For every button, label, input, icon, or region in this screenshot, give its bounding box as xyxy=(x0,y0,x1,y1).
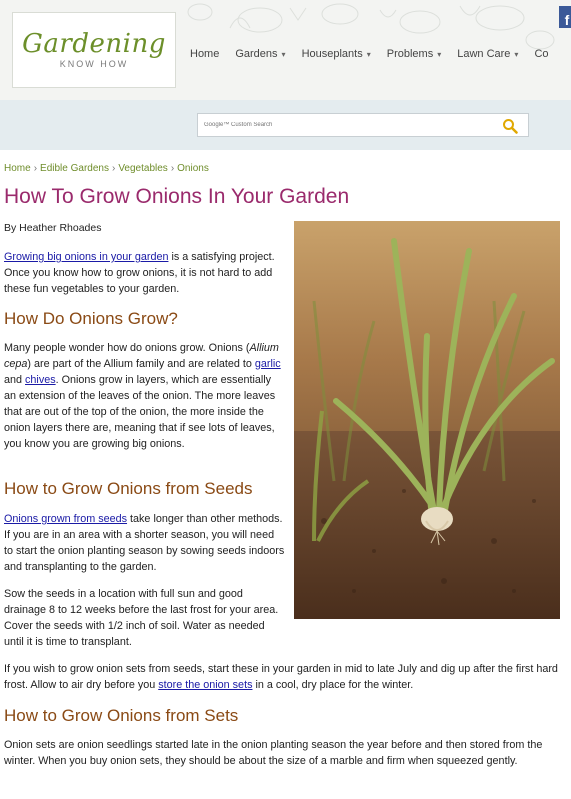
botanical-name: Allium cepa xyxy=(4,342,279,370)
search-band xyxy=(0,100,571,150)
caret-down-icon: ▾ xyxy=(514,49,519,59)
link-growing-big-onions[interactable]: Growing big onions in your garden xyxy=(4,251,169,263)
nav-co[interactable] xyxy=(534,48,548,60)
link-garlic[interactable]: garlic xyxy=(254,358,281,370)
sets-from-seeds-text-1: If you wish to grow onion sets from seeds, start these in your garden in mid to late July and dig up after the first hard frost. Allow to air dry before you xyxy=(4,663,558,691)
nav-gardens[interactable] xyxy=(235,48,285,60)
sow-paragraph: Sow the seeds in a location with full sun and good drainage 8 to 12 weeks before the last frost for your area. Cover the seeds with 1/2 inch of soil. Water as needed until it is time to transplant. xyxy=(4,588,279,648)
nav-home-label: Home xyxy=(190,48,220,60)
author-byline: By Heather Rhoades xyxy=(4,222,102,234)
breadcrumb-home[interactable]: Home xyxy=(4,163,31,174)
facebook-icon[interactable]: f xyxy=(559,6,571,28)
search-box xyxy=(197,113,529,137)
how-text-1: Many people wonder how do onions grow. Onions ( xyxy=(4,342,250,354)
caret-down-icon: ▾ xyxy=(366,49,371,59)
nav-lawn-care[interactable] xyxy=(457,48,518,60)
page-title: How To Grow Onions In Your Garden xyxy=(4,185,350,208)
link-onions-grown-from-seeds[interactable]: Onions grown from seeds xyxy=(4,513,128,525)
nav-problems-label: Problems xyxy=(386,48,434,60)
main-nav xyxy=(190,48,565,60)
nav-gardens-label: Gardens xyxy=(235,48,278,60)
breadcrumb-onions[interactable]: Onions xyxy=(177,163,209,174)
search-icon[interactable] xyxy=(502,118,518,134)
search-input[interactable] xyxy=(204,122,494,128)
breadcrumb-separator: › xyxy=(170,163,175,174)
link-store-onion-sets[interactable]: store the onion sets xyxy=(158,679,253,691)
breadcrumb-vegetables[interactable]: Vegetables xyxy=(118,163,168,174)
seeds-text: take longer than other methods. If you are in an area with a shorter season, you will need to start the onion planting season by sowing seeds indoors and transplanting to the garden. xyxy=(4,513,285,573)
caret-down-icon: ▾ xyxy=(281,49,286,59)
breadcrumb-separator: › xyxy=(33,163,38,174)
logo-tagline: KNOW HOW xyxy=(59,59,129,69)
how-text-and: and xyxy=(4,374,26,386)
link-chives[interactable]: chives xyxy=(25,374,56,386)
nav-home[interactable] xyxy=(190,48,219,60)
breadcrumb-separator: › xyxy=(111,163,116,174)
site-header xyxy=(0,0,571,100)
onion-photo-illustration xyxy=(294,221,560,619)
caret-down-icon: ▾ xyxy=(437,49,442,59)
intro-text: is a satisfying project. Once you know how to grow onions, it is not hard to add these fun vegetables to your garden. xyxy=(4,251,275,295)
onion-plant-photo xyxy=(294,221,560,619)
heading-how-do-onions-grow: How Do Onions Grow? xyxy=(4,309,178,328)
sets-from-seeds-paragraph xyxy=(4,661,564,693)
sets-from-seeds-text-2: in a cool, dry place for the winter. xyxy=(252,679,414,691)
how-text-2: ) are part of the Allium family and are related to xyxy=(27,358,255,370)
breadcrumb xyxy=(4,163,209,174)
site-logo[interactable] xyxy=(12,12,176,88)
seeds-paragraph xyxy=(4,511,286,575)
heading-grow-from-sets: How to Grow Onions from Sets xyxy=(4,706,239,725)
intro-paragraph xyxy=(4,249,284,297)
nav-co-label: Co xyxy=(534,48,549,60)
nav-houseplants[interactable] xyxy=(302,48,371,60)
how-onions-grow-paragraph xyxy=(4,340,284,452)
heading-grow-from-seeds: How to Grow Onions from Seeds xyxy=(4,479,253,498)
how-text-3: . Onions grow in layers, which are essentially an extension of the leaves of the onion. The more leaves that are out of the top of the onion, the more inside the onion layers there are, meaning that if see lots of leaves, you know you are growing big onions. xyxy=(4,374,276,450)
logo-wordmark: Gardening xyxy=(22,29,166,59)
nav-lawn-care-label: Lawn Care xyxy=(457,48,511,60)
sets-paragraph: Onion sets are onion seedlings started late in the onion planting season the year before and then stored from the winter. When you buy onion sets, they should be about the size of a marble and firm when squeezed gently. xyxy=(4,739,543,767)
nav-problems[interactable] xyxy=(387,48,441,60)
nav-houseplants-label: Houseplants xyxy=(301,48,363,60)
breadcrumb-edible-gardens[interactable]: Edible Gardens xyxy=(40,163,109,174)
